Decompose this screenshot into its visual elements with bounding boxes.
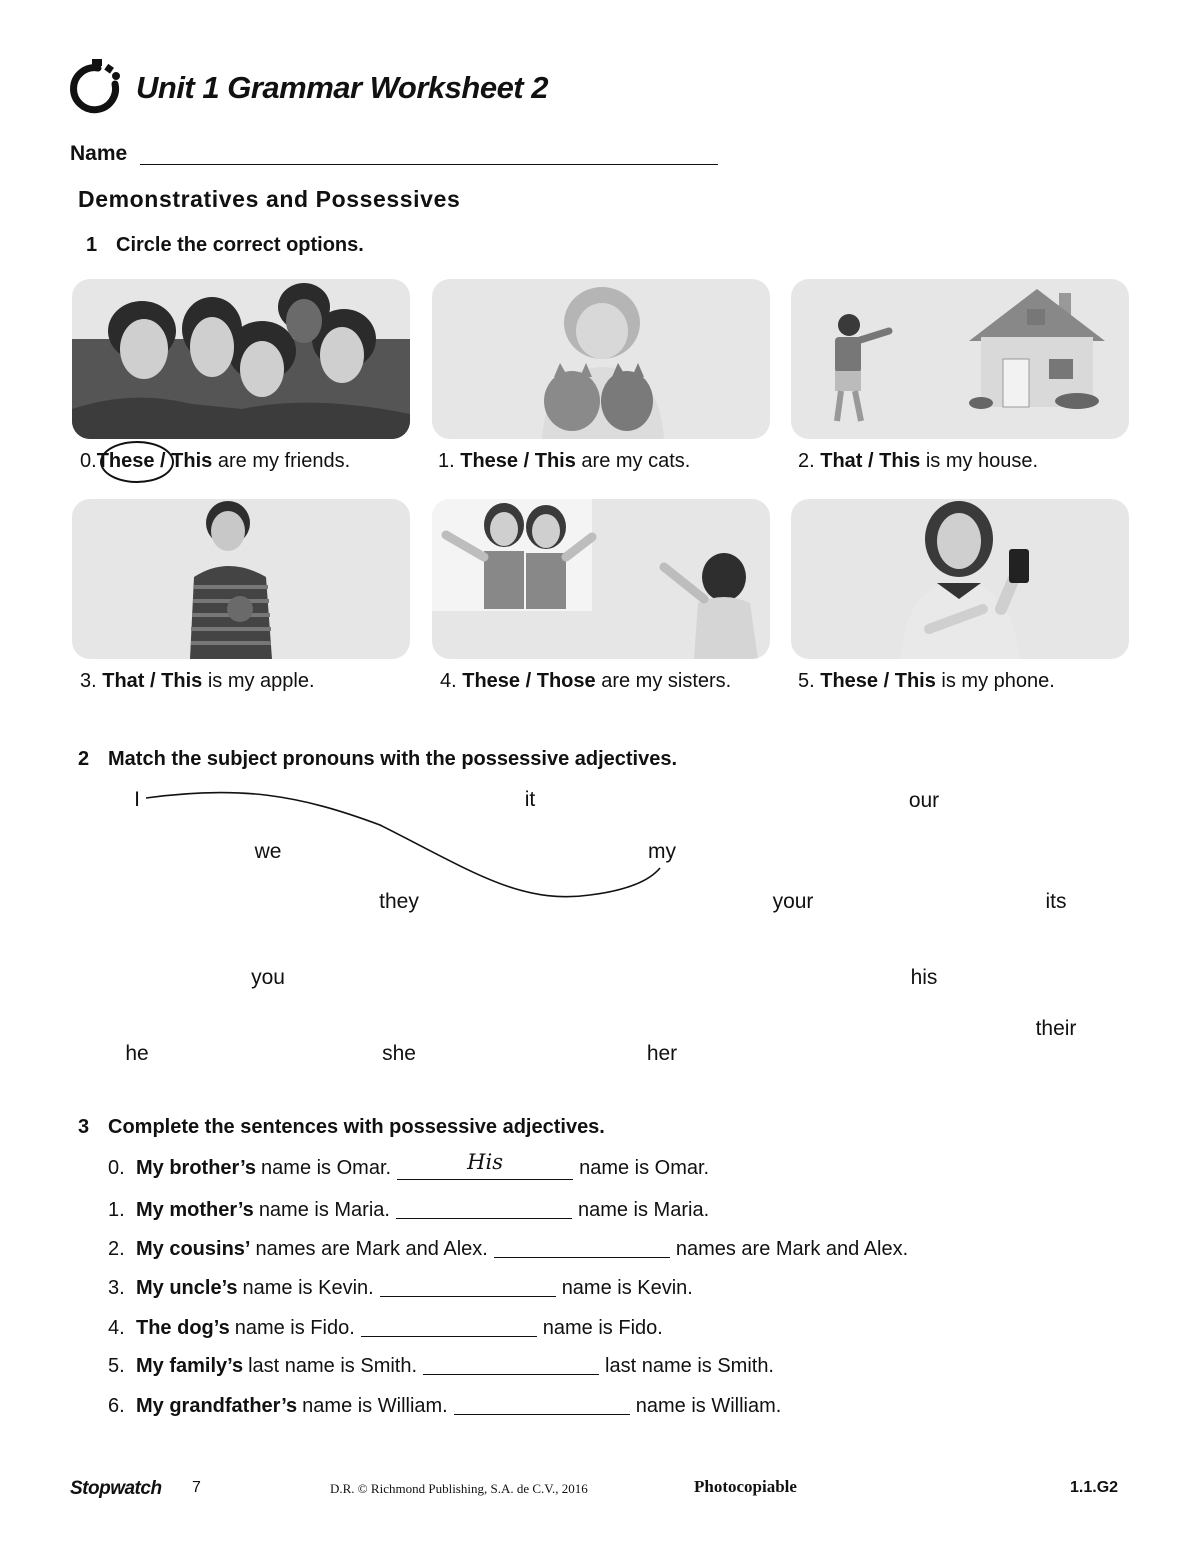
ex3-number: 6. xyxy=(108,1395,125,1417)
ex3-subject: My family’s xyxy=(136,1355,244,1377)
footer-page-number: 7 xyxy=(192,1479,201,1496)
picture-sisters xyxy=(432,499,770,659)
name-field[interactable] xyxy=(140,164,718,165)
word-we[interactable]: we xyxy=(254,840,282,863)
ex3-number: 1. xyxy=(108,1199,125,1221)
ex1-item-3 xyxy=(80,670,315,693)
exercise-3-number: 3 xyxy=(78,1116,90,1138)
ex3-subject: The dog’s xyxy=(136,1317,230,1339)
word-its[interactable]: its xyxy=(1045,890,1067,913)
ex1-item-5-rest: is my phone. xyxy=(935,670,1055,692)
ex1-item-3-number: 3. xyxy=(80,670,97,692)
answer-blank[interactable] xyxy=(397,1150,573,1180)
ex3-subject: My cousins’ xyxy=(136,1238,251,1260)
exercise-2-number: 2 xyxy=(78,748,90,770)
ex1-item-5-option-a[interactable]: These xyxy=(820,670,879,692)
ex3-subject: My brother’s xyxy=(136,1157,257,1179)
answer-blank[interactable] xyxy=(423,1353,599,1375)
exercise-3-heading xyxy=(78,1116,605,1139)
exercise-2-instruction: Match the subject pronouns with the possessive adjectives. xyxy=(108,748,678,770)
ex1-item-1-number: 1. xyxy=(438,450,455,472)
ex3-text: names are Mark and Alex. xyxy=(255,1238,488,1260)
word-he[interactable]: he xyxy=(125,1042,149,1065)
match-line-i-my xyxy=(0,780,1200,910)
footer-photocopiable: Photocopiable xyxy=(694,1477,797,1496)
exercise-3-instruction: Complete the sentences with possessive adjectives. xyxy=(108,1116,605,1138)
ex1-item-3-option-b[interactable]: This xyxy=(161,670,203,692)
word-i[interactable]: I xyxy=(134,788,140,811)
picture-girl-cats xyxy=(432,279,770,439)
answer-blank[interactable] xyxy=(494,1236,670,1258)
stopwatch-logo-icon xyxy=(68,56,126,118)
ex1-item-0-rest: are my friends. xyxy=(212,450,351,472)
ex3-number: 0. xyxy=(108,1157,125,1179)
ex3-sentence-5 xyxy=(108,1350,774,1378)
ex1-item-3-rest: is my apple. xyxy=(202,670,315,692)
ex1-item-2-number: 2. xyxy=(798,450,815,472)
ex1-item-3-separator: / xyxy=(144,670,162,692)
ex1-item-1-separator: / xyxy=(518,450,535,472)
ex3-after: name is Maria. xyxy=(577,1199,710,1221)
ex1-item-1 xyxy=(438,450,690,473)
ex3-sentence-4 xyxy=(108,1312,663,1340)
section-title: Demonstratives and Possessives xyxy=(78,186,461,212)
ex3-subject: My uncle’s xyxy=(136,1277,238,1299)
ex1-item-2-option-b[interactable]: This xyxy=(879,450,921,472)
exercise-1-heading xyxy=(86,234,364,257)
word-it[interactable]: it xyxy=(524,788,536,811)
word-her[interactable]: her xyxy=(646,1042,678,1065)
picture-boy-apple xyxy=(72,499,410,659)
ex3-subject: My grandfather’s xyxy=(136,1395,298,1417)
ex3-sentence-2 xyxy=(108,1233,908,1261)
ex1-item-2-option-a[interactable]: That xyxy=(820,450,863,472)
handwritten-answer: His xyxy=(467,1150,503,1174)
ex1-item-5 xyxy=(798,670,1055,693)
ex1-item-5-option-b[interactable]: This xyxy=(894,670,936,692)
worksheet-name: Grammar Worksheet 2 xyxy=(227,70,548,105)
picture-woman-phone xyxy=(791,499,1129,659)
ex1-item-2-separator: / xyxy=(862,450,880,472)
ex3-text: name is Omar. xyxy=(261,1157,392,1179)
ex3-number: 2. xyxy=(108,1238,125,1260)
word-your[interactable]: your xyxy=(772,890,814,913)
ex1-item-1-rest: are my cats. xyxy=(575,450,691,472)
exercise-1-instruction: Circle the correct options. xyxy=(116,234,364,256)
exercise-1-number: 1 xyxy=(86,234,98,256)
ex1-item-2 xyxy=(798,450,1038,473)
ex1-item-4 xyxy=(440,670,731,693)
ex3-sentence-6 xyxy=(108,1390,781,1418)
ex1-item-0-option-b[interactable]: This xyxy=(171,450,213,472)
ex1-item-1-option-a[interactable]: These xyxy=(460,450,519,472)
word-our[interactable]: our xyxy=(908,789,940,812)
ex3-after: last name is Smith. xyxy=(605,1355,774,1377)
ex3-text: name is Maria. xyxy=(258,1199,390,1221)
footer-copyright: D.R. © Richmond Publishing, S.A. de C.V., 2016 xyxy=(330,1481,588,1496)
ex1-item-1-option-b[interactable]: This xyxy=(534,450,576,472)
footer-brand-logo: Stopwatch xyxy=(70,1478,162,1499)
ex3-subject: My mother’s xyxy=(136,1199,254,1221)
ex1-item-5-number: 5. xyxy=(798,670,815,692)
ex3-sentence-1 xyxy=(108,1194,709,1222)
ex1-item-5-separator: / xyxy=(878,670,895,692)
ex1-item-0-separator: / xyxy=(154,450,172,472)
exercise-2-heading xyxy=(78,748,677,771)
worksheet-title xyxy=(136,70,548,106)
ex3-text: name is Kevin. xyxy=(242,1277,374,1299)
ex1-item-4-separator: / xyxy=(520,670,537,692)
footer-code: 1.1.G2 xyxy=(1070,1479,1119,1496)
word-you[interactable]: you xyxy=(251,966,285,989)
answer-blank[interactable] xyxy=(454,1393,630,1415)
ex1-item-2-rest: is my house. xyxy=(920,450,1039,472)
ex1-item-0-number: 0. xyxy=(80,450,97,472)
ex3-number: 4. xyxy=(108,1317,125,1339)
ex3-after: name is William. xyxy=(635,1395,782,1417)
ex1-item-0-option-a[interactable]: These xyxy=(96,450,155,472)
answer-blank[interactable] xyxy=(361,1315,537,1337)
ex3-number: 5. xyxy=(108,1355,125,1377)
ex1-item-4-rest: are my sisters. xyxy=(595,670,732,692)
ex3-text: last name is Smith. xyxy=(248,1355,418,1377)
ex1-item-4-option-b[interactable]: Those xyxy=(536,670,596,692)
ex3-after: name is Fido. xyxy=(542,1317,663,1339)
ex3-text: name is William. xyxy=(302,1395,448,1417)
ex3-after: name is Kevin. xyxy=(561,1277,693,1299)
ex3-number: 3. xyxy=(108,1277,125,1299)
ex3-sentence-0 xyxy=(108,1150,710,1180)
word-she[interactable]: she xyxy=(382,1042,416,1065)
word-their[interactable]: their xyxy=(1035,1017,1077,1040)
picture-boy-house xyxy=(791,279,1129,439)
word-my[interactable]: my xyxy=(648,840,676,863)
ex1-item-3-option-a[interactable]: That xyxy=(102,670,145,692)
answer-blank[interactable] xyxy=(380,1275,556,1297)
circled-answer-mark xyxy=(100,441,174,483)
ex3-after: names are Mark and Alex. xyxy=(675,1238,909,1260)
word-they[interactable]: they xyxy=(379,890,419,913)
answer-blank[interactable] xyxy=(396,1197,572,1219)
ex1-item-4-option-a[interactable]: These xyxy=(462,670,521,692)
unit-label: Unit 1 xyxy=(136,70,220,105)
ex3-text: name is Fido. xyxy=(234,1317,355,1339)
ex3-sentence-3 xyxy=(108,1272,693,1300)
ex3-after: name is Omar. xyxy=(579,1157,710,1179)
picture-friends xyxy=(72,279,410,439)
ex1-item-4-number: 4. xyxy=(440,670,457,692)
name-label: Name xyxy=(70,142,128,165)
word-his[interactable]: his xyxy=(910,966,938,989)
